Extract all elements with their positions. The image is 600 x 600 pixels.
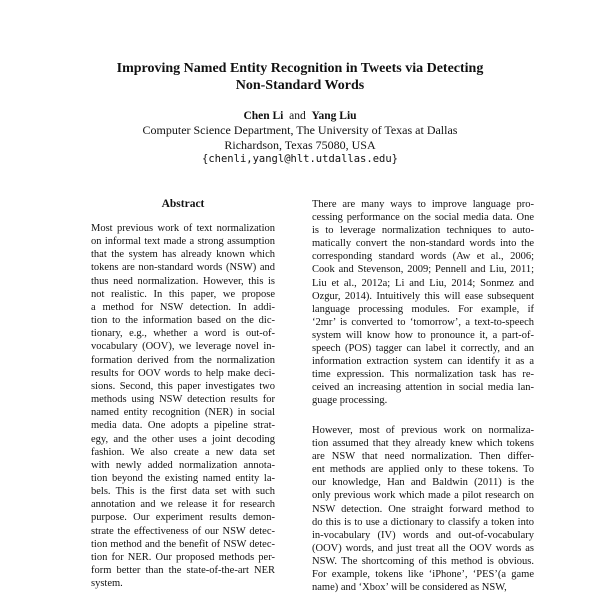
title-line-1: Improving Named Entity Recognition in Tweets via Detecting	[116, 61, 484, 76]
intro-para2-line: are NSW that need normalization. Then differ-	[312, 451, 534, 463]
intro-para2-line: (OOV) words, and just treat all the OOV words as	[312, 542, 534, 554]
abstract-line: egy, and the other uses a joint decoding	[91, 433, 275, 445]
intro-para1-line: cessing performance on the social media data. One	[312, 212, 534, 224]
intro-para1-line: guage processing.	[312, 395, 388, 407]
abstract-heading: Abstract	[161, 198, 205, 210]
intro-para2-line: For example, tokens like ‘iPhone’, ‘PES’(a game	[312, 569, 534, 581]
abstract-line: fashion. We also create a new data set	[91, 446, 275, 458]
intro-para1-line: ceived an increasing attention in social media lan-	[312, 382, 534, 394]
intro-para1-line: corresponding standard words (Aw et al., 2006;	[312, 251, 534, 263]
intro-para2-line: NSW detection. One straight forward method to	[312, 503, 534, 515]
abstract-line: results for OOV words to help make deci-	[91, 367, 275, 379]
authors	[60, 109, 540, 123]
abstract-line: methods using NSW detection results for	[91, 394, 275, 406]
affiliation-line-2: Richardson, Texas 75080, USA	[224, 137, 376, 152]
abstract-line: strate the effectiveness of our NSW detec-	[91, 525, 275, 537]
title-line-2: Non-Standard Words	[235, 78, 365, 93]
abstract-line: Most previous work of text normalization	[91, 223, 275, 234]
intro-para2-line: NSW. The shortcoming of this method is obvious.	[312, 555, 534, 567]
abstract-line: vocabulary (OOV), we leverage novel in-	[91, 341, 275, 353]
abstract-line: with newly added normalization annota-	[91, 459, 275, 471]
intro-para2-line: However, most of previous work on normaliza-	[312, 425, 534, 436]
abstract-line: media data. One adopts a pipeline strat-	[91, 420, 275, 432]
abstract-line: named entity recognition (NER) in social	[91, 407, 275, 419]
abstract-line: form better than the state-of-the-art NER	[91, 565, 275, 577]
intro-paragraph-2	[312, 424, 534, 594]
intro-para2-line: only previous work which made a pilot research on	[312, 490, 534, 502]
abstract-line: bels. This is the first data set with such	[91, 486, 275, 498]
abstract-body	[91, 222, 275, 590]
abstract-line: sions. Second, this paper investigates two	[91, 380, 275, 392]
intro-para1-line: speech (POS) tagger can label it correctly, and an	[312, 343, 534, 355]
abstract-line: tion method and the benefit of NSW detec-	[91, 538, 275, 550]
abstract-line: tionary, e.g., whether a word is out-of-	[91, 328, 275, 340]
intro-para1-line: matically convert the non-standard words into the	[312, 238, 534, 250]
intro-para1-line: language processing modules. For example, if	[312, 303, 534, 315]
intro-para2-line: name) and ‘Xbox’ will be considered as NSW,	[312, 582, 507, 594]
abstract-line: not realistic. In this paper, we propose	[91, 288, 275, 300]
abstract-line: on informal text made a strong assumption	[91, 236, 275, 248]
intro-para1-line: Cook and Stevenson, 2009; Pennell and Liu, 2011;	[312, 264, 534, 276]
intro-para2-line: in-vocabulary (IV) words and out-of-vocabulary	[312, 529, 534, 541]
intro-para1-line: time expression. This normalization task has re-	[312, 369, 534, 381]
intro-para1-line: Ozgur, 2014). Intuitively this will ease subsequent	[312, 290, 534, 302]
abstract-line: a method for NSW detection. In addi-	[91, 301, 275, 313]
author-email: {chenli,yangl@hlt.utdallas.edu}	[202, 153, 398, 165]
abstract-line: tion beyond the existing named entity la-	[91, 472, 275, 484]
intro-para2-line: ent methods are applied only to these tokens. To	[312, 464, 534, 476]
paper-title	[60, 60, 540, 94]
abstract-line: formation derived from the normalization	[91, 354, 275, 366]
author-1: Chen Li	[243, 110, 284, 122]
abstract-line: system.	[91, 578, 123, 590]
intro-para1-line: ‘2mr’ is converted to ‘tomorrow’, a text-to-speech	[312, 316, 534, 328]
abstract-line: thus need normalization. However, this is	[91, 275, 275, 287]
abstract-line: annotation and we release it for research	[91, 499, 275, 511]
intro-para1-line: information extraction system can identify it as a	[312, 356, 534, 368]
intro-para2-line: tion assumed that they already knew which tokens	[312, 438, 534, 450]
abstract-line: tion to the information based on the dic-	[91, 315, 275, 327]
abstract-line: that the system has already known which	[91, 249, 275, 261]
intro-paragraph-1	[312, 198, 534, 408]
author-separator: and	[289, 110, 306, 122]
intro-para2-line: do this is to use a dictionary to classify a token into	[312, 516, 534, 528]
intro-para1-line: system will know how to pronounce it, a part-of-	[312, 329, 534, 341]
author-2: Yang Liu	[311, 110, 357, 122]
abstract-line: tokens are non-standard words (NSW) and	[91, 262, 275, 274]
intro-para1-line: There are many ways to improve language pro-	[312, 199, 534, 210]
intro-para1-line: is to leverage normalization techniques to auto-	[312, 225, 534, 237]
abstract-line: purpose. Our experiment results demon-	[91, 512, 275, 524]
affiliation-line-1: Computer Science Department, The University of Texas at Dallas	[142, 123, 458, 137]
intro-para2-line: our knowledge, Han and Baldwin (2011) is the	[312, 477, 534, 489]
affiliation	[60, 123, 540, 167]
intro-para1-line: Liu et al., 2012a; Li and Liu, 2014; Sonmez and	[312, 277, 534, 289]
abstract-line: tion for NER. Our proposed methods per-	[91, 551, 275, 563]
